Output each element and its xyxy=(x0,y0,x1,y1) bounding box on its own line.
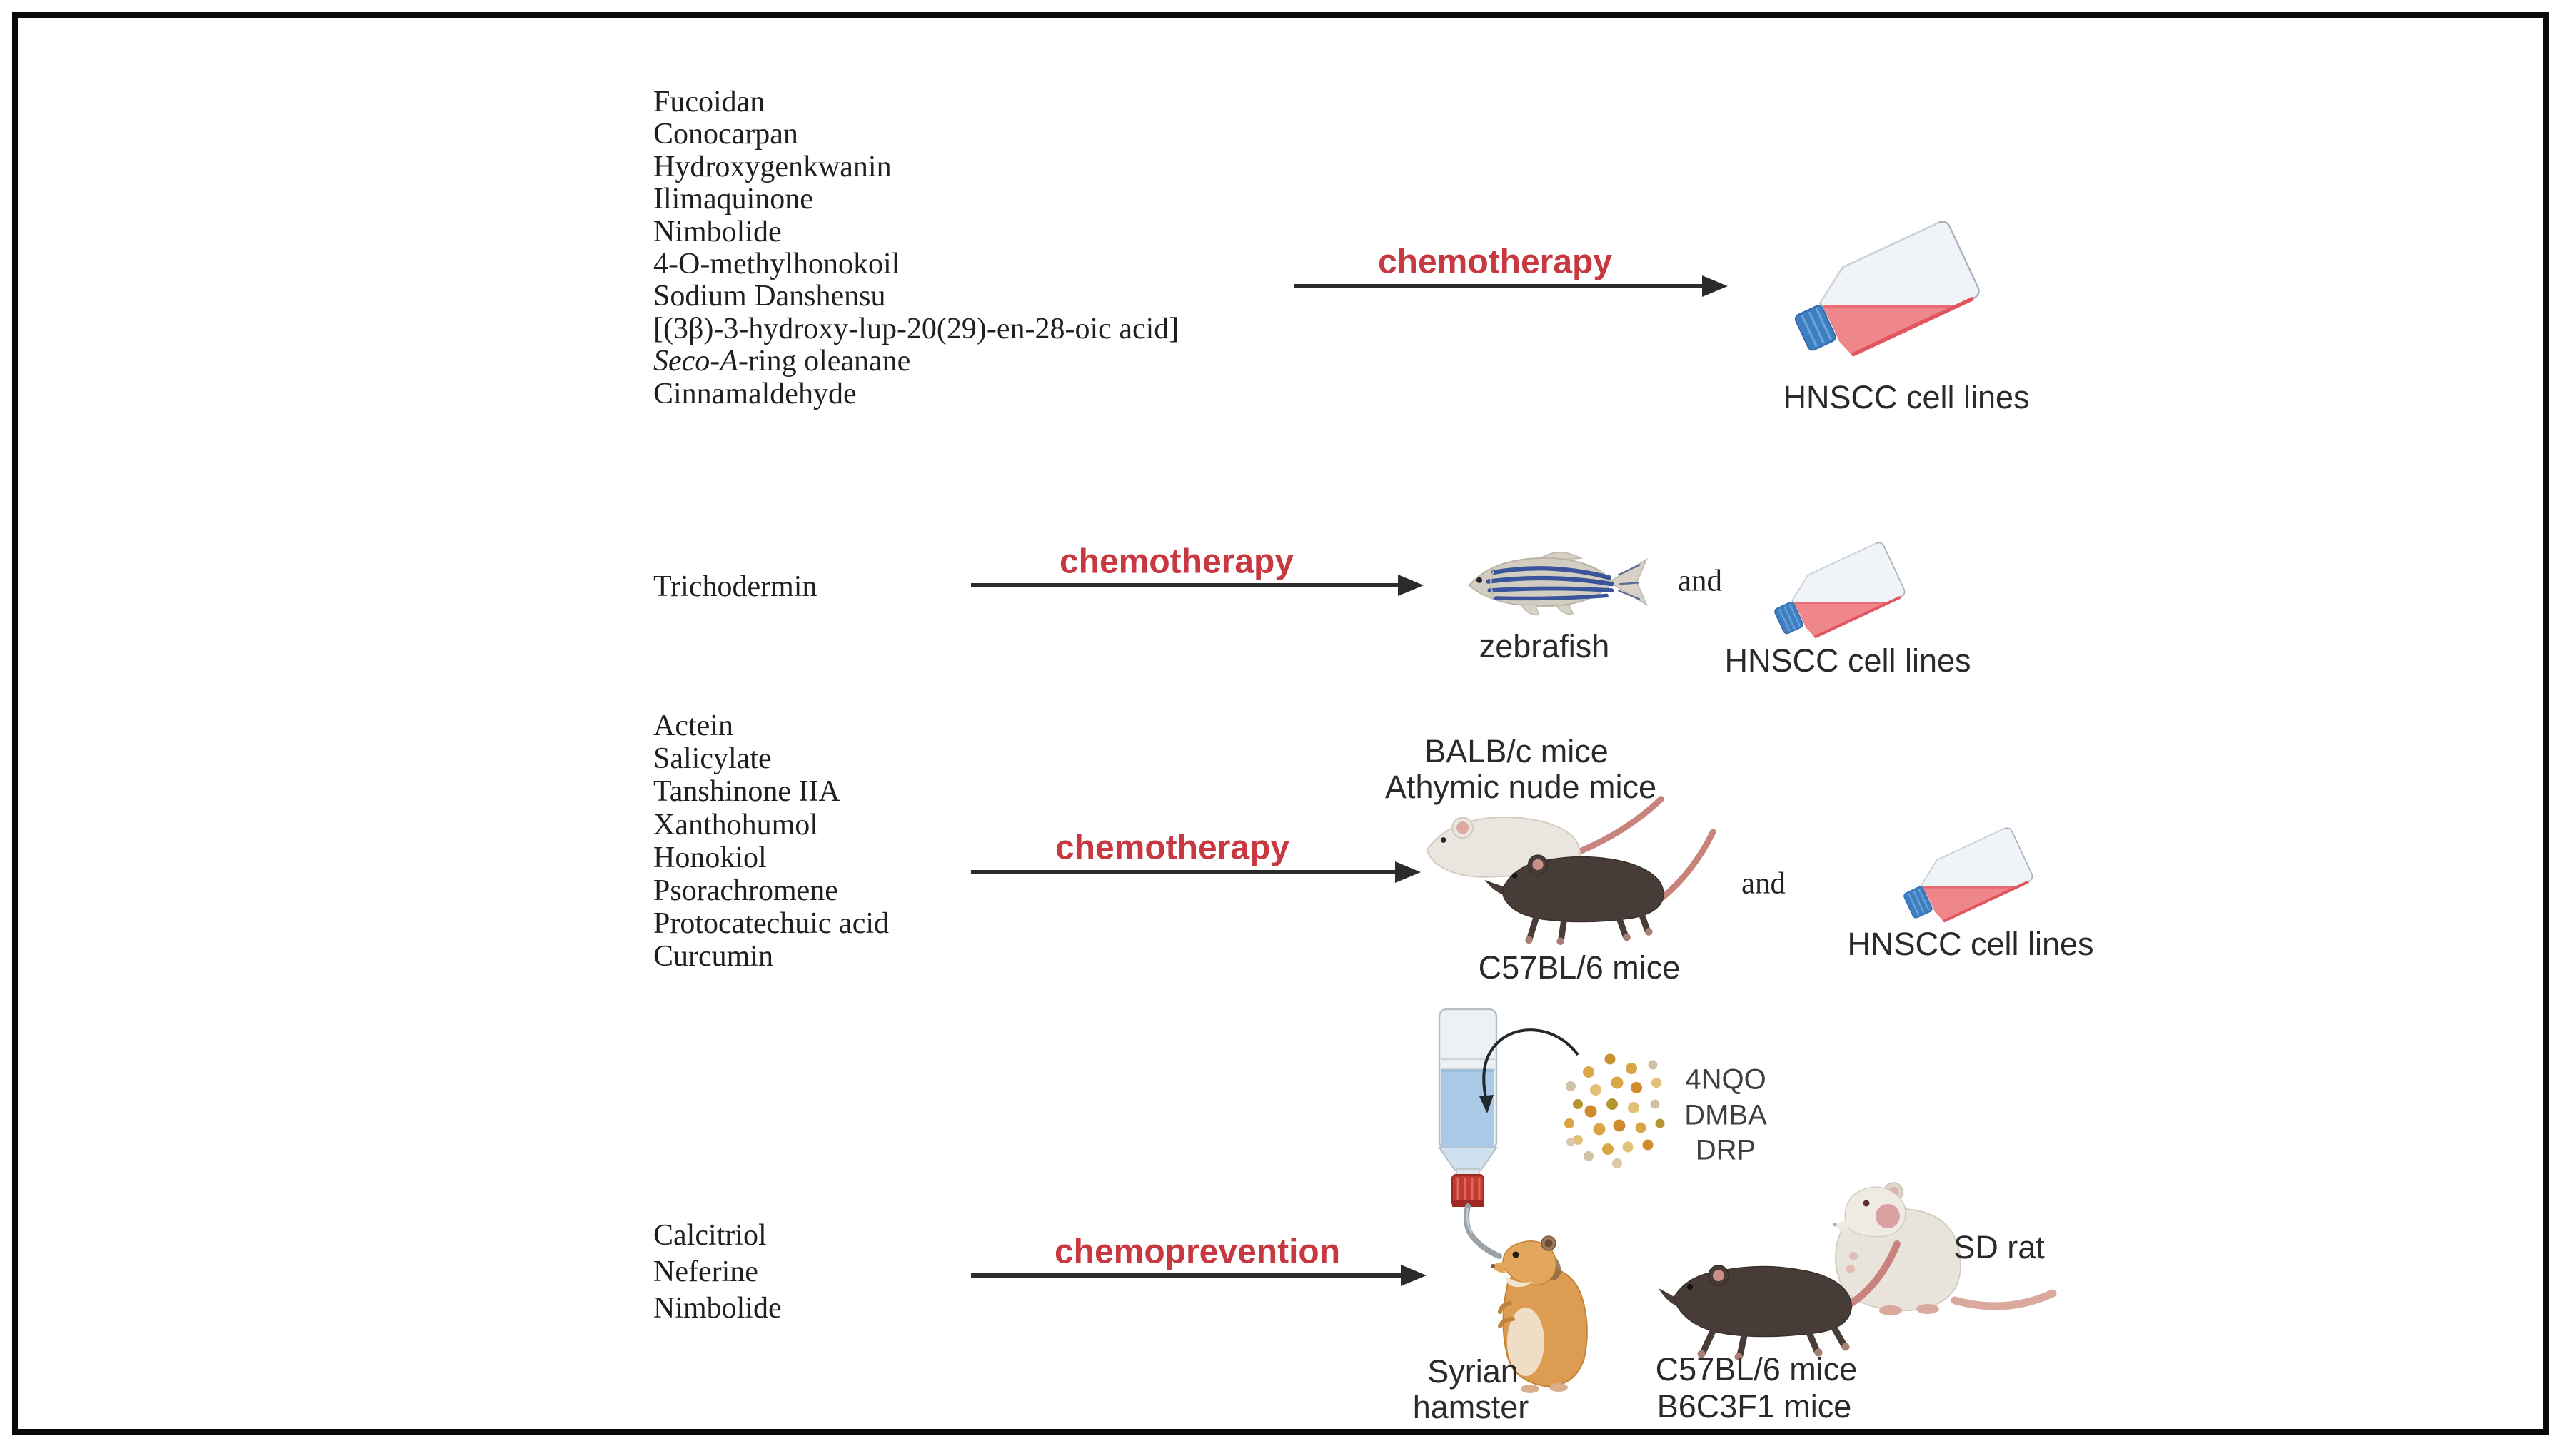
mice-label-balbc: BALB/c mice xyxy=(1424,733,1609,769)
conjunction-and-2: and xyxy=(1741,866,1786,901)
mice-label-c57bl6: C57BL/6 mice xyxy=(1478,949,1681,986)
compound-line: Xanthohumol xyxy=(653,808,818,841)
compound-line: Nimbolide xyxy=(653,1292,782,1325)
compound-line: Honokiol xyxy=(653,841,767,874)
arrow-label-chemotherapy-3: chemotherapy xyxy=(1055,829,1290,867)
carcinogen-label-drp: DRP xyxy=(1695,1134,1756,1166)
carcinogen-dots-icon xyxy=(1556,1043,1678,1172)
compound-list-chemoprevention xyxy=(653,1218,782,1327)
culture-flask-icon xyxy=(1748,528,1933,649)
compound-line: Conocarpan xyxy=(653,118,798,151)
mice-pair-icon xyxy=(1417,791,1724,955)
zebrafish-icon xyxy=(1456,534,1656,630)
culture-flask-icon xyxy=(1876,814,2062,934)
mice-label-c57bl6-row4: C57BL/6 mice xyxy=(1655,1351,1858,1387)
compound-line: Fucoidan xyxy=(653,86,765,118)
compound-line: Nimbolide xyxy=(653,215,782,248)
compound-line-trichodermin: Trichodermin xyxy=(653,570,817,603)
mice-label-athymic: Athymic nude mice xyxy=(1384,769,1657,805)
compound-line: Psorachromene xyxy=(653,874,838,908)
compound-line: Hydroxygenkwanin xyxy=(653,150,892,183)
rat-label-sd: SD rat xyxy=(1953,1229,2045,1265)
compound-line: Protocatechuic acid xyxy=(653,907,890,941)
compound-line: Sodium Danshensu xyxy=(653,280,886,313)
reaction-arrow-3 xyxy=(971,870,1397,874)
arrow-label-chemotherapy-2: chemotherapy xyxy=(1059,542,1294,581)
compound-line: Calcitriol xyxy=(653,1219,767,1252)
animal-label-zebrafish: zebrafish xyxy=(1479,628,1610,664)
compound-line: Salicylate xyxy=(653,742,772,776)
compound-line: Seco-A-ring oleanane xyxy=(653,345,911,378)
arrow-label-chemotherapy-1: chemotherapy xyxy=(1377,243,1613,281)
model-label-hnscc-2: HNSCC cell lines xyxy=(1724,642,1971,679)
compound-line: [(3β)-3-hydroxy-lup-20(29)-en-28-oic acid] xyxy=(653,312,1179,345)
arrow-label-chemoprevention: chemoprevention xyxy=(1054,1233,1341,1271)
model-label-hnscc-1: HNSCC cell lines xyxy=(1783,379,2030,415)
compound-list-cell-lines xyxy=(653,86,1179,410)
compound-line: 4-O-methylhonokoil xyxy=(653,248,900,281)
compound-line: Ilimaquinone xyxy=(653,183,813,216)
reaction-arrow-4 xyxy=(971,1273,1402,1278)
figure-border xyxy=(12,12,2549,1435)
conjunction-and-1: and xyxy=(1677,564,1723,598)
compound-line: Neferine xyxy=(653,1255,758,1288)
compound-list-mice xyxy=(653,709,889,974)
compound-line: Actein xyxy=(653,709,733,742)
compound-line: Cinnamaldehyde xyxy=(653,377,857,410)
reaction-arrow-1 xyxy=(1294,284,1704,288)
dark-mouse-icon xyxy=(1653,1231,1910,1360)
hamster-label-line2: hamster xyxy=(1412,1389,1529,1425)
compound-line: Tanshinone IIA xyxy=(653,775,840,809)
mice-label-b6c3f1: B6C3F1 mice xyxy=(1656,1388,1852,1425)
model-label-hnscc-3: HNSCC cell lines xyxy=(1847,926,2094,962)
carcinogen-label-dmba: DMBA xyxy=(1684,1099,1767,1131)
culture-flask-icon xyxy=(1763,201,2013,373)
carcinogen-label-4nqo: 4NQO xyxy=(1685,1063,1766,1096)
compound-line: Curcumin xyxy=(653,940,773,974)
hamster-label-line1: Syrian xyxy=(1427,1353,1519,1390)
reaction-arrow-2 xyxy=(971,583,1399,587)
